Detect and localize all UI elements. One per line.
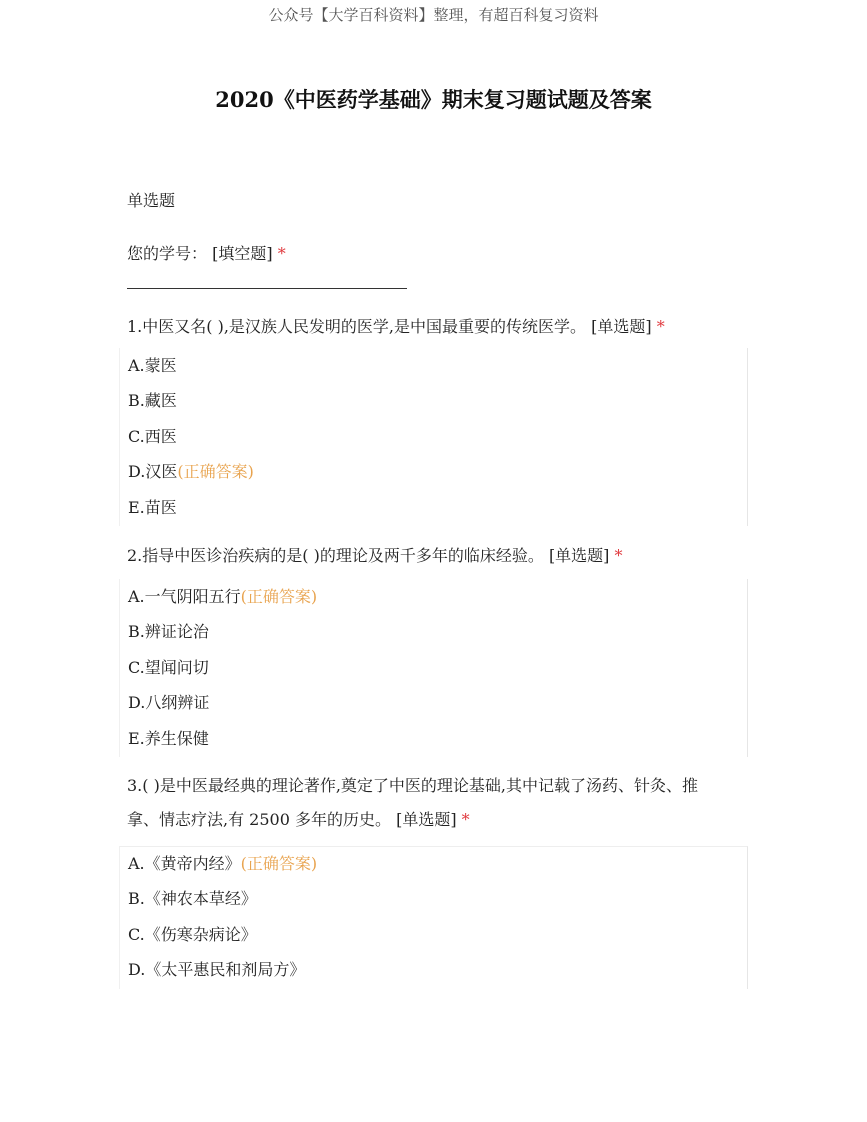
correct-answer-tag: (正确答案) (177, 462, 254, 481)
question-1-options (119, 348, 748, 526)
option-1a[interactable] (128, 356, 177, 376)
question-1-text: 1.中医又名( ),是汉族人民发明的医学,是中国最重要的传统医学。 (127, 317, 587, 336)
required-mark: * (656, 317, 665, 336)
question-2 (127, 539, 747, 573)
page-header: 公众号【大学百科资料】整理，有超百科复习资料 (268, 6, 599, 24)
question-3-text: 拿、情志疗法,有 2500 多年的历史。 (127, 810, 391, 829)
question-2-options (119, 579, 748, 757)
option-label: E.养生保健 (128, 729, 209, 748)
option-3b[interactable] (128, 889, 257, 909)
student-id-type: [填空题] (212, 244, 273, 263)
question-3-type: [单选题] (396, 810, 457, 829)
question-2-type: [单选题] (548, 546, 610, 565)
required-mark: * (461, 810, 470, 829)
section-label: 单选题 (127, 191, 176, 210)
document-title: 2020《中医药学基础》期末复习题试题及答案 (215, 87, 652, 112)
option-1e[interactable] (128, 498, 177, 518)
option-label: B.辨证论治 (128, 622, 209, 641)
correct-answer-tag: (正确答案) (240, 587, 318, 606)
question-1 (127, 310, 747, 344)
option-1c[interactable] (128, 427, 177, 447)
question-1-type: [单选题] (591, 317, 652, 336)
option-3a[interactable] (128, 854, 317, 874)
option-label: D.《太平惠民和剂局方》 (128, 960, 306, 979)
student-id-question (127, 241, 747, 264)
question-2-text: 2.指导中医诊治疾病的是( )的理论及两千多年的临床经验。 (127, 546, 544, 565)
required-mark: * (614, 546, 623, 565)
option-2c[interactable] (128, 658, 209, 678)
question-3-text-line1: 3.( )是中医最经典的理论著作,奠定了中医的理论基础,其中记载了汤药、针灸、推 (127, 776, 699, 795)
option-label: B.《神农本草经》 (128, 889, 257, 908)
option-2a[interactable] (128, 587, 317, 607)
option-label: C.《伤寒杂病论》 (128, 925, 257, 944)
option-2d[interactable] (128, 693, 209, 713)
option-3d[interactable] (128, 960, 305, 980)
student-id-label: 您的学号： (127, 244, 208, 263)
option-1b[interactable] (128, 391, 177, 411)
option-label: A.蒙医 (128, 356, 177, 375)
option-1d[interactable] (128, 462, 254, 482)
option-label: C.西医 (128, 427, 177, 446)
option-label: E.苗医 (128, 498, 177, 517)
option-3c[interactable] (128, 925, 257, 945)
option-label: D.汉医 (128, 462, 178, 481)
option-label: A.一气阴阳五行 (128, 587, 241, 606)
option-2b[interactable] (128, 622, 209, 642)
question-3-options (119, 846, 748, 989)
required-mark: * (277, 244, 286, 263)
question-3 (127, 769, 747, 837)
option-2e[interactable] (128, 729, 209, 749)
option-label: B.藏医 (128, 391, 177, 410)
student-id-answer-line[interactable] (127, 288, 407, 289)
correct-answer-tag: (正确答案) (240, 854, 318, 873)
option-label: D.八纲辨证 (128, 693, 210, 712)
option-label: A.《黄帝内经》 (128, 854, 241, 873)
option-label: C.望闻问切 (128, 658, 209, 677)
question-3-text-line2 (127, 803, 747, 837)
